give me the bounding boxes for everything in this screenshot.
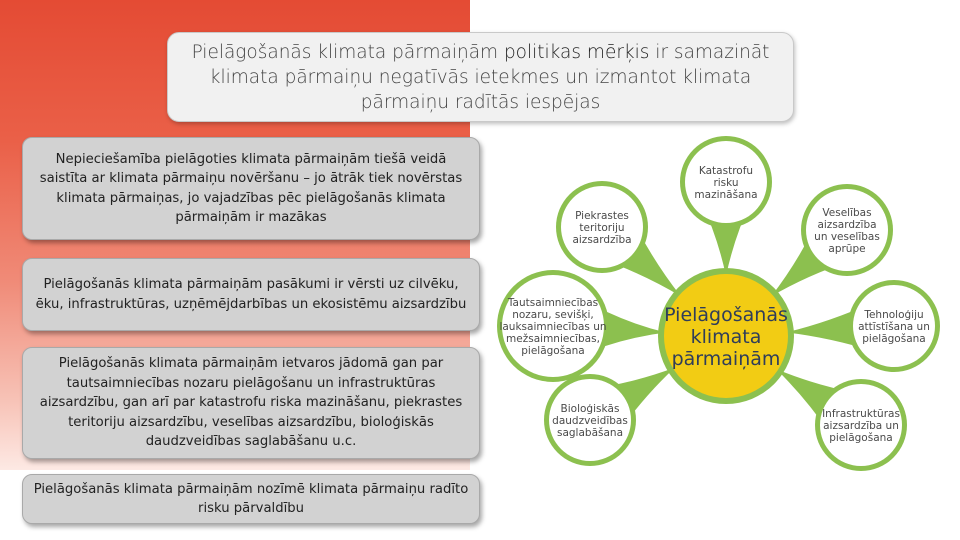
node-label-line: nozaru, sevišķi, bbox=[512, 309, 594, 321]
node-label-line: aprūpe bbox=[828, 243, 866, 255]
title-part-3: ir samazināt klimata pārmaiņu negatīvās ietekmes un izmantot klimata pārmaiņu radītās iespējas bbox=[209, 41, 770, 113]
node-label-line: aizsardzība bbox=[817, 219, 877, 231]
node-label-line: Tautsaimniecības bbox=[507, 297, 599, 309]
title-part-2: politikas mērķis bbox=[503, 41, 650, 63]
adaptation-diagram bbox=[480, 130, 950, 535]
node-piekraste bbox=[556, 181, 648, 273]
node-biologiska bbox=[544, 374, 636, 466]
info-card-text: Pielāgošanās klimata pārmaiņām pasākumi ir vērsti uz cilvēku, ēku, infrastruktūras, uzņēmējdarbības un ekosistēmu aizsardzību bbox=[35, 277, 467, 312]
node-label-line: mazināšana bbox=[694, 189, 758, 201]
info-card-scope bbox=[22, 347, 480, 459]
node-label-line: pielāgošana bbox=[521, 345, 585, 357]
node-label-line: teritoriju bbox=[579, 222, 625, 234]
node-veseliba bbox=[801, 184, 893, 276]
node-label-line: daudzveidības bbox=[552, 415, 628, 427]
node-label-line: Tehnoloģiju bbox=[864, 309, 924, 321]
node-label-line: lauksaimniecības un bbox=[499, 321, 607, 333]
node-katastrofu bbox=[680, 136, 772, 228]
node-tehnologiju bbox=[848, 280, 940, 372]
center-label-line: klimata bbox=[690, 326, 762, 348]
node-label-line: Piekrastes bbox=[575, 210, 629, 222]
node-label-line: un veselības bbox=[814, 231, 880, 243]
node-label-line: Infrastruktūras bbox=[822, 408, 900, 420]
title-part-1: Pielāgošanās klimata pārmaiņām bbox=[191, 41, 504, 63]
center-label-line: pārmaiņām bbox=[671, 348, 781, 370]
node-label-line: pielāgošana bbox=[829, 432, 893, 444]
info-card-text: Pielāgošanās klimata pārmaiņām nozīmē klimata pārmaiņu radīto risku pārvaldību bbox=[33, 481, 469, 516]
node-label-line: Veselības bbox=[822, 207, 872, 219]
node-label-line: mežsaimniecības, bbox=[506, 333, 600, 345]
node-infrastruktura bbox=[815, 379, 907, 471]
node-tautsaimnieciba bbox=[497, 270, 609, 382]
node-label-line: pielāgošana bbox=[862, 333, 926, 345]
node-label-line: Katastrofu bbox=[698, 165, 754, 177]
info-card-risk-management bbox=[22, 474, 480, 524]
node-label-line: aizsardzība bbox=[572, 234, 632, 246]
info-card-protection-focus bbox=[22, 258, 480, 331]
diagram-center bbox=[658, 268, 794, 404]
node-label-line: aizsardzība un bbox=[823, 420, 899, 432]
node-label-line: saglabāšana bbox=[556, 427, 624, 439]
node-label-line: attīstīšana un bbox=[858, 321, 930, 333]
center-label-line: Pielāgošanās bbox=[664, 304, 788, 326]
policy-goal-title bbox=[167, 32, 794, 122]
node-label-line: risku bbox=[713, 177, 739, 189]
info-card-mitigation-link bbox=[22, 137, 480, 240]
node-label-line: Bioloģiskās bbox=[560, 403, 620, 415]
info-card-text: Pielāgošanās klimata pārmaiņām ietvaros jādomā gan par tautsaimniecības nozaru pielāgošanu un infrastruktūras aizsardzību, gan arī par katastrofu riska mazināšanu, piekrastes teritoriju aizsardzību, veselības aizsardzību, bioloģiskās daudzveidības saglabāšanu u.c. bbox=[39, 356, 463, 450]
info-card-text: Nepieciešamība pielāgoties klimata pārmaiņām tiešā veidā saistīta ar klimata pārmaiņu novēršanu – jo ātrāk tiek novērstas klimata pārmaiņas, jo vajadzības pēc pielāgošanās klimata pārmaiņām ir mazākas bbox=[39, 151, 463, 225]
